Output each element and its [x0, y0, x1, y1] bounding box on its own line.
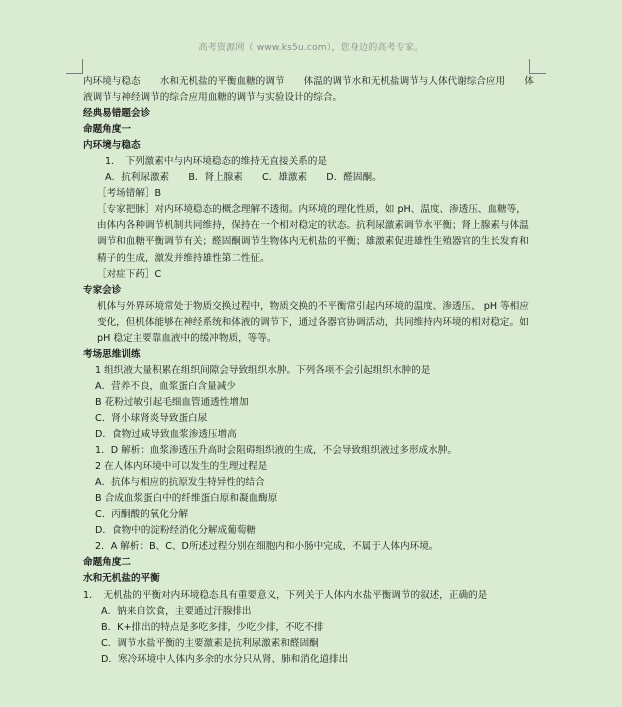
text-line: 1．D 解析：血浆渗透压升高时会阻碍组织液的生成，不会导致组织液过多形成水肿。 — [95, 445, 457, 457]
section-heading: 命题角度一 — [83, 124, 131, 136]
text-line: 内环境与稳态 水和无机盐的平衡血糖的调节 体温的调节水和无机盐调节与人体代谢综合应用 体液调节与神经调节的综合应用血糖的调节与实验设计的综合。 — [83, 76, 534, 104]
margin-corner-mark — [529, 59, 546, 74]
text-line: A．抗体与相应的抗原发生特异性的结合 — [95, 477, 265, 489]
section-heading: 命题角度二 — [83, 557, 131, 569]
text-line: B 合成血浆蛋白中的纤维蛋白原和凝血酶原 — [95, 493, 278, 505]
text-line: 1． 下列激素中与内环境稳态的维持无直接关系的是 — [105, 156, 327, 168]
text-line: A．抗利尿激素 B．肾上腺素 C．雄激素 D．醛固酮。 — [105, 172, 382, 184]
text-line: C．丙酮酸的氧化分解 — [95, 509, 189, 521]
text-line: D．食物中的淀粉经消化分解成葡萄糖 — [95, 525, 256, 537]
text-line: C．肾小球肾炎导致蛋白尿 — [95, 412, 208, 424]
text-line: D．食物过咸导致血浆渗透压增高 — [95, 429, 237, 441]
section-heading: 内环境与稳态 — [83, 140, 141, 152]
text-line: 1． 无机盐的平衡对内环境稳态具有重要意义，下列关于人体内水盐平衡调节的叙述，正确的是 — [83, 589, 488, 601]
section-heading: 考场思维训练 — [83, 348, 141, 360]
text-line: 机体与外界环境常处于物质交换过程中，物质交换的不平衡常引起内环境的温度、渗透压、 pH 等相应变化，但机体能够在神经系统和体液的调节下，通过各器官协调活动，共同维持内环境的相对稳定。如 pH 稳定主要靠血液中的缓冲物质，等等。 — [97, 300, 529, 344]
section-heading: 专家会诊 — [83, 284, 122, 296]
text-line: A．钠来自饮食，主要通过汗腺排出 — [101, 605, 252, 617]
text-line: 2．A 解析：B、C、D所述过程分别在细胞内和小肠中完成，不属于人体内环境。 — [95, 541, 439, 553]
margin-corner-mark — [66, 59, 83, 74]
text-line: B 花粉过敏引起毛细血管通透性增加 — [95, 396, 249, 408]
section-heading: 经典易错题会诊 — [83, 108, 151, 120]
text-line: 2 在人体内环境中可以发生的生理过程是 — [95, 461, 268, 473]
text-line: C．调节水盐平衡的主要激素是抗利尿激素和醛固酮 — [101, 637, 319, 649]
text-line: D．寒冷环境中人体内多余的水分只从肾、肺和消化道排出 — [101, 653, 349, 665]
text-line: ［对症下药］C — [97, 268, 162, 280]
text-line: ［考场错解］B — [97, 188, 162, 200]
document-body — [83, 74, 535, 668]
page-header: 高考资源网（ www.ks5u.com），您身边的高考专家。 — [198, 43, 424, 53]
section-heading: 水和无机盐的平衡 — [83, 573, 160, 585]
text-line: A．营养不良，血浆蛋白含量减少 — [95, 380, 236, 392]
text-line: ［专家把脉］对内环境稳态的概念理解不透彻。内环境的理化性质，如 pH、温度、渗透压、血糖等，由体内各种调节机制共同维持，保持在一个相对稳定的状态。抗利尿激素调节水平衡；肾上腺素与体温调节和血糖平衡调节有关；醛固酮调节生物体内无机盐的平衡；雄激素促进雄性生殖器官的生长发育和精子的生成，激发并维持雄性第二性征。 — [97, 204, 529, 264]
text-line: 1 组织液大量积累在组织间隙会导致组织水肿。下列各项不会引起组织水肿的是 — [95, 364, 431, 376]
text-line: B．K+排出的特点是多吃多排，少吃少排，不吃不排 — [101, 621, 324, 633]
